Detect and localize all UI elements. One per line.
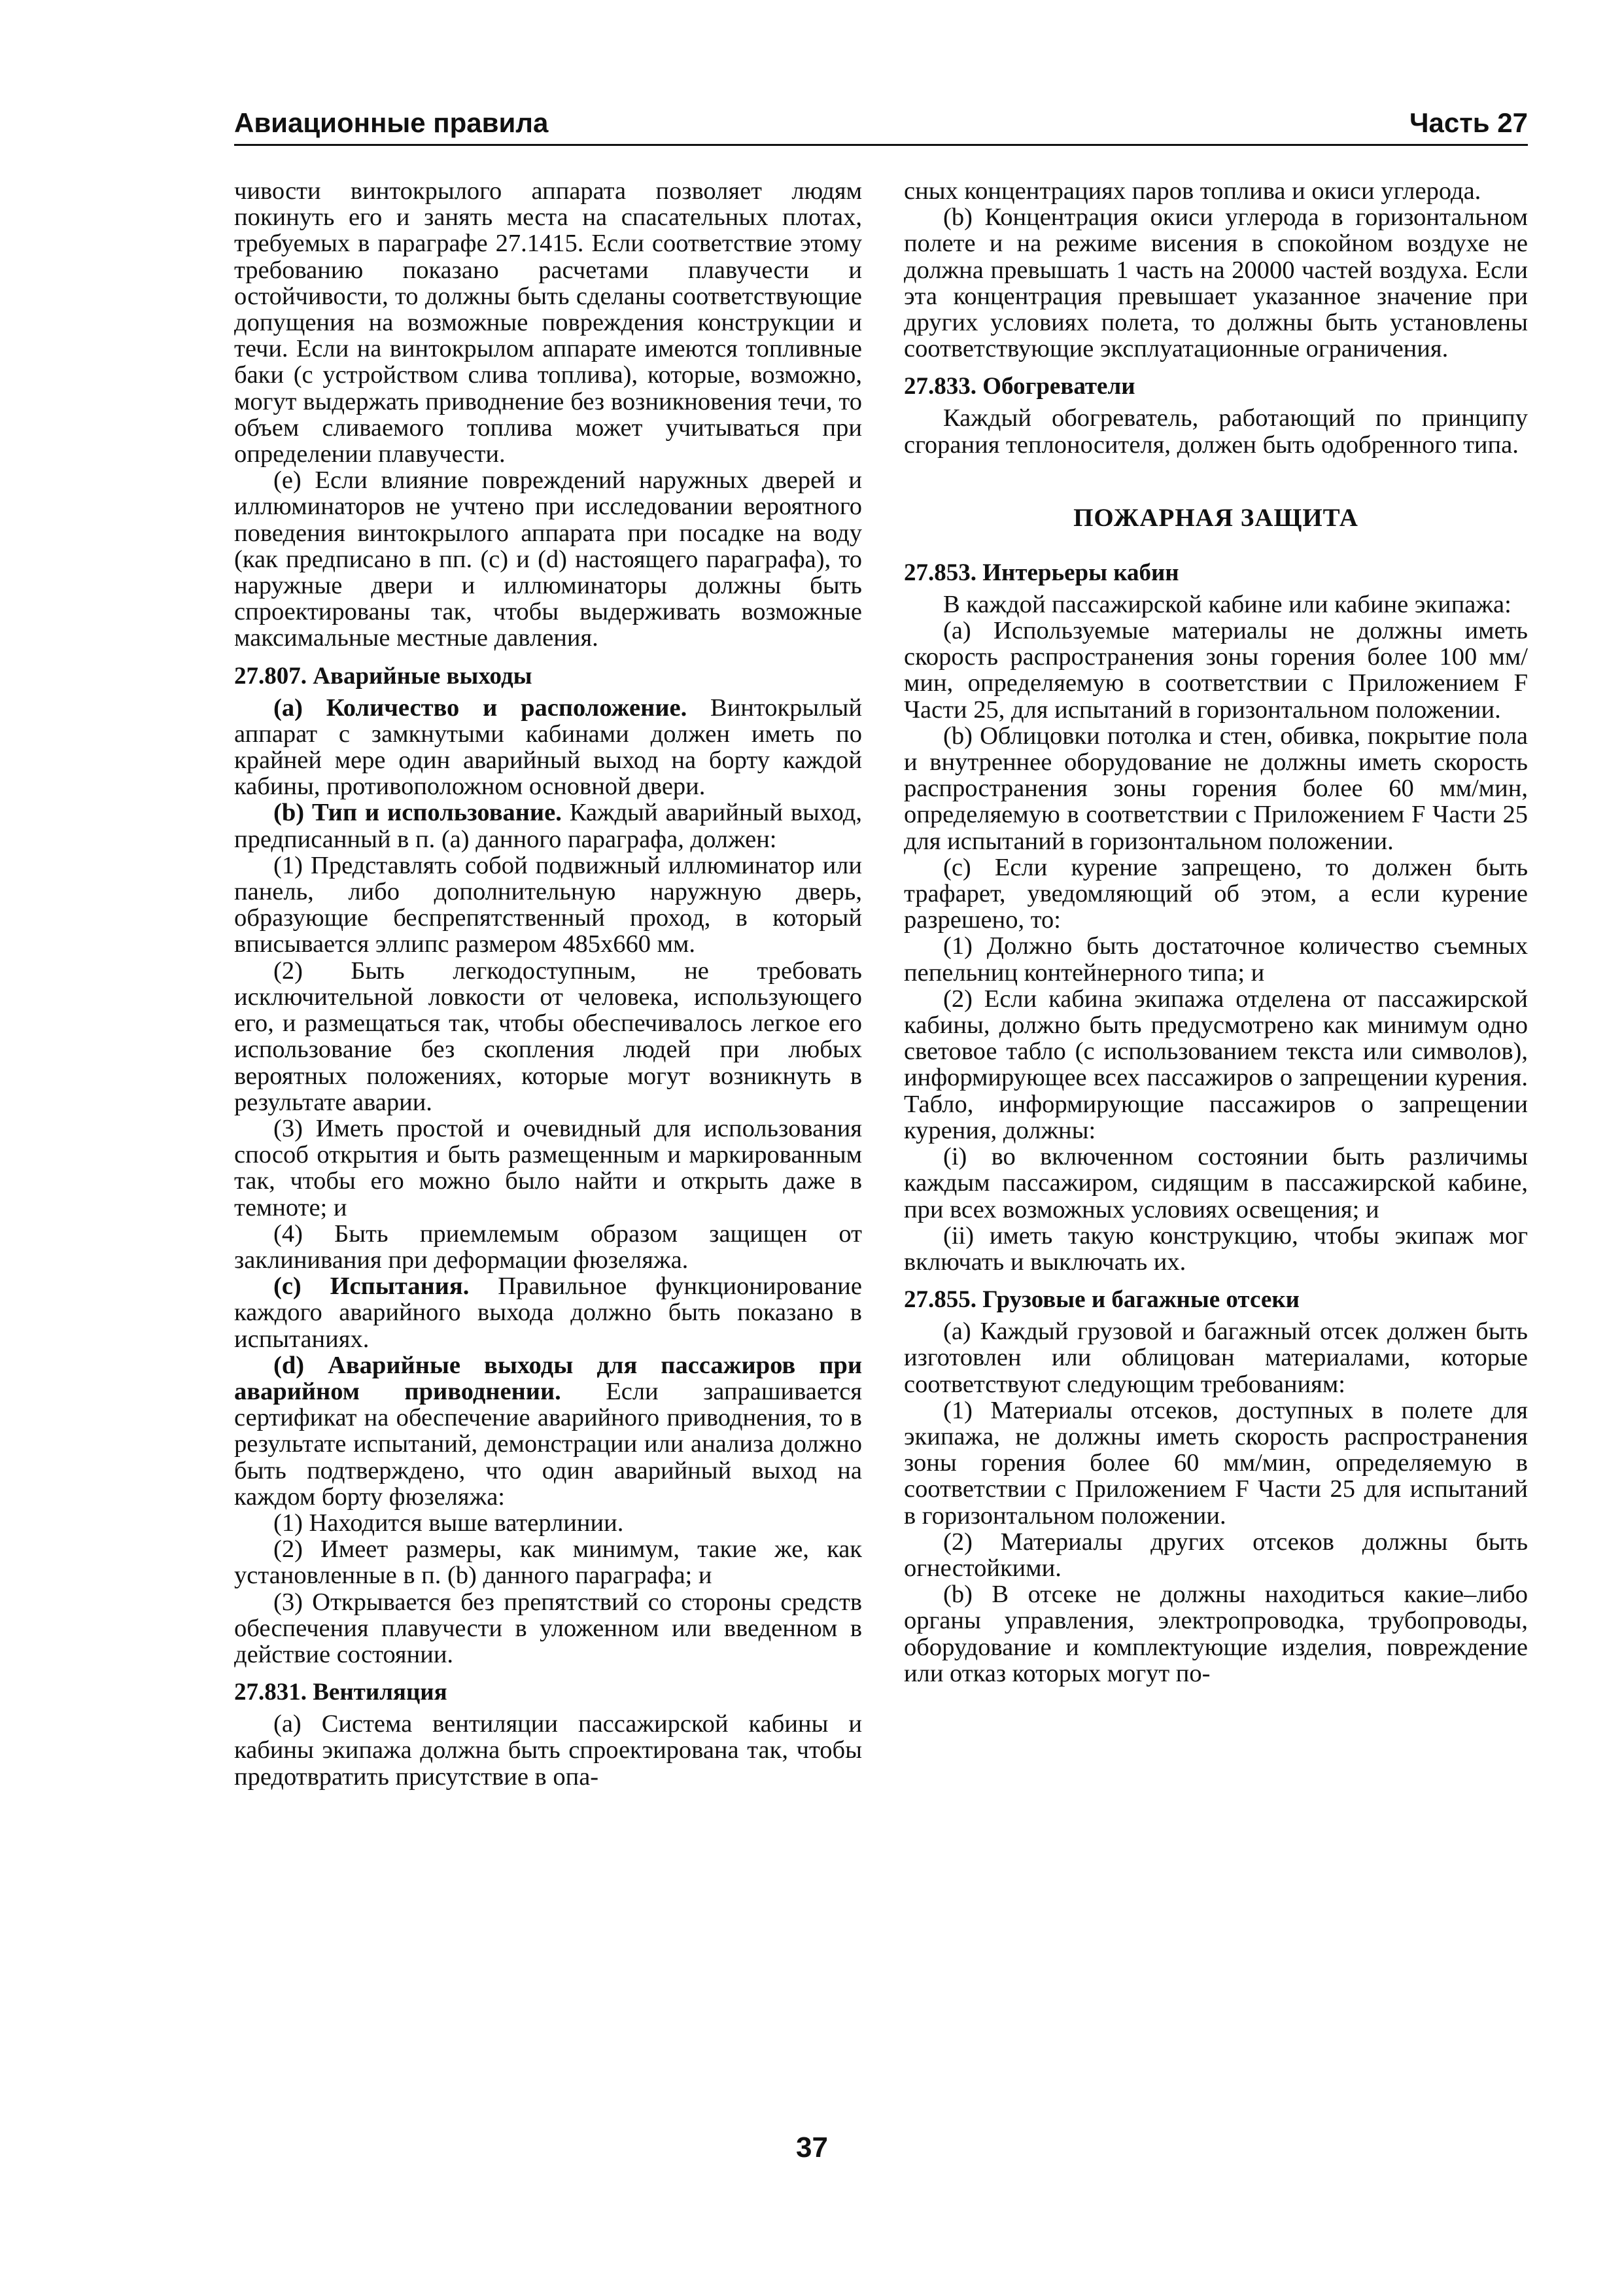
paragraph-cargo-a: (a) Каждый грузовой и багажный отсек должен быть изготовлен или облицован материалами, которые соответствуют следующим требованиям: — [904, 1318, 1528, 1398]
section-heading-27-807: 27.807. Аварийные выходы — [234, 662, 532, 690]
paragraph-interior-c1: (1) Должно быть достаточное количество съемных пепельниц контейнерного типа; и — [904, 932, 1528, 987]
paragraph-c-title: (c) Испытания. — [273, 1272, 470, 1301]
paragraph-a-text: Винтокрылый аппарат с замкнутыми кабинами должен иметь по крайней мере один аварийный выход на борту каждой кабины, противоположном основной двери. — [234, 693, 862, 801]
paragraph-cargo-b: (b) В отсеке не должны находиться какие–либо органы управления, электропроводка, трубопроводы, оборудование и комплектующие изделия, повреждение или отказ которых могут по- — [904, 1581, 1528, 1687]
paragraph-interior-a: (a) Используемые материалы не должны иметь скорость распространения зоны горения более 100 мм/мин, определяемую в соответствии с Приложением F Части 25, для испытаний в горизонтальном положении. — [904, 617, 1528, 724]
section-heading-27-831: 27.831. Вентиляция — [234, 1679, 447, 1706]
left-column — [234, 178, 862, 1790]
paragraph-a-title: (a) Количество и расположение. — [273, 693, 687, 722]
paragraph-d-text: Если запрашивается сертификат на обеспечение аварийного приводнения, то в результате испытаний, демонстрации или анализа должно быть подтверждено, что один аварийный выход на каждом борту фюзеляжа: — [234, 1377, 863, 1511]
right-column — [904, 178, 1528, 1687]
paragraph-cargo-a1: (1) Материалы отсеков, доступных в полете для экипажа, не должны иметь скорость распространения зоны горения более 60 мм/мин, определяемую в соответствии с Приложением F Части 25 для испытаний в горизонтальном положении. — [904, 1396, 1528, 1530]
section-heading-27-855: 27.855. Грузовые и багажные отсеки — [904, 1286, 1300, 1314]
paragraph-b-text: Каждый аварийный выход, предписанный в п. (a) данного параграфа, должен: — [234, 799, 862, 853]
paragraph: В каждой пассажирской кабине или кабине экипажа: — [943, 590, 1512, 618]
paragraph-interior-ci: (i) во включенном состоянии быть различимы каждым пассажиром, сидящим в пассажирской кабине, при всех возможных условиях освещения; и — [904, 1143, 1528, 1223]
paragraph: чивости винтокрылого аппарата позволяет людям покинуть его и занять места на спасательных плотах, требуемых в параграфе 27.1415. Если соответствие этому требованию показано расчетами плавучести и остойчивости, то должны быть сделаны соответствующие допущения на возможные повреждения конструкции и течи. Если на винтокрылом аппарате имеются топливные баки (с устройством слива топлива), которые, возможно, могут выдержать приводнение без возникновения течи, то объем сливаемого топлива может учитываться при определении плавучести. — [234, 177, 862, 468]
paragraph-d2: (2) Имеет размеры, как минимум, такие же, как установленные в п. (b) данного параграфа; и — [234, 1535, 862, 1590]
paragraph-ventilation-b: (b) Концентрация окиси углерода в горизонтальном полете и на режиме висения в спокойном воздухе не должна превышать 1 часть на 20000 частей воздуха. Если эта концентрация превышает указанное значение при других условиях полета, то должны быть установлены соответствующие эксплуатационные ограничения. — [904, 203, 1528, 363]
paragraph: сных концентрациях паров топлива и окиси углерода. — [904, 177, 1481, 205]
paragraph-interior-c2: (2) Если кабина экипажа отделена от пассажирской кабины, должно быть предусмотрено как минимум одно световое табло (с использованием текста или символов), информирующее всех пассажиров о запрещении курения. Табло, информирующие пассажиров о запрещении курения, должны: — [904, 985, 1528, 1144]
paragraph-c — [234, 1273, 862, 1352]
paragraph-b3: (3) Иметь простой и очевидный для использования способ открытия и быть размещенным и маркированным так, чтобы его можно было найти и открыть даже в темноте; и — [234, 1114, 862, 1221]
paragraph-d3: (3) Открывается без препятствий со стороны средств обеспечения плавучести в уложенном или введенном в действие состоянии. — [234, 1588, 862, 1668]
paragraph-e: (e) Если влияние повреждений наружных дверей и иллюминаторов не учтено при исследовании вероятного поведения винтокрылого аппарата при посадке на воду (как предписано в пп. (c) и (d) настоящего параграфа), то наружные двери и иллюминаторы должны быть спроектированы так, чтобы выдерживать возможные максимальные местные давления. — [234, 466, 862, 652]
paragraph-cargo-a2: (2) Материалы других отсеков должны быть огнестойкими. — [904, 1528, 1528, 1582]
paragraph-d-title: (d) Аварийные выходы для пассажиров при аварийном приводнении. — [234, 1351, 862, 1405]
chapter-heading: ПОЖАРНАЯ ЗАЩИТА — [1073, 503, 1358, 532]
paragraph-interior-cii: (ii) иметь такую конструкцию, чтобы экипаж мог включать и выключать их. — [904, 1221, 1528, 1276]
section-heading-27-853: 27.853. Интерьеры кабин — [904, 559, 1179, 586]
paragraph-b2: (2) Быть легкодоступным, не требовать исключительной ловкости от человека, использующего его, и размещаться так, чтобы обеспечивалось легкое его использование без скопления людей при любых вероятных положениях, которые могут возникнуть в результате аварии. — [234, 956, 862, 1116]
paragraph-b — [234, 799, 862, 852]
paragraph-b4: (4) Быть приемлемым образом защищен от заклинивания при деформации фюзеляжа. — [234, 1219, 862, 1274]
running-header — [234, 103, 1528, 146]
paragraph-ventilation-a: (a) Система вентиляции пассажирской кабины и кабины экипажа должна быть спроектирована так, чтобы предотвратить присутствие в опа- — [234, 1710, 862, 1791]
page-number: 37 — [796, 2131, 828, 2164]
paragraph-d1: (1) Находится выше ватерлинии. — [273, 1509, 624, 1537]
paragraph-b-title: (b) Тип и использование. — [273, 799, 562, 827]
paragraph-a — [234, 695, 862, 800]
paragraph-interior-b: (b) Облицовки потолка и стен, обивка, покрытие пола и внутреннее оборудование не должны иметь скорость распространения зоны горения более 60 мм/мин, определяемую в соответствии с Приложением F Части 25 для испытаний в горизонтальном положении. — [904, 722, 1528, 855]
paragraph-c-text: Правильное функционирование каждого аварийного выхода должно быть показано в испытаниях. — [234, 1272, 862, 1353]
paragraph-d — [234, 1352, 862, 1510]
paragraph-heaters: Каждый обогреватель, работающий по принципу сгорания теплоносителя, должен быть одобренного типа. — [904, 404, 1528, 459]
paragraph-b1: (1) Представлять собой подвижный иллюминатор или панель, либо дополнительную наружную дверь, образующие беспрепятственный проход, в который вписывается эллипс размером 485x660 мм. — [234, 851, 862, 958]
header-part: Часть 27 — [1409, 107, 1528, 138]
paragraph-interior-c: (c) Если курение запрещено, то должен быть трафарет, уведомляющий об этом, а если курение разрешено, то: — [904, 853, 1528, 934]
header-title: Авиационные правила — [234, 107, 549, 138]
section-heading-27-833: 27.833. Обогреватели — [904, 373, 1135, 400]
